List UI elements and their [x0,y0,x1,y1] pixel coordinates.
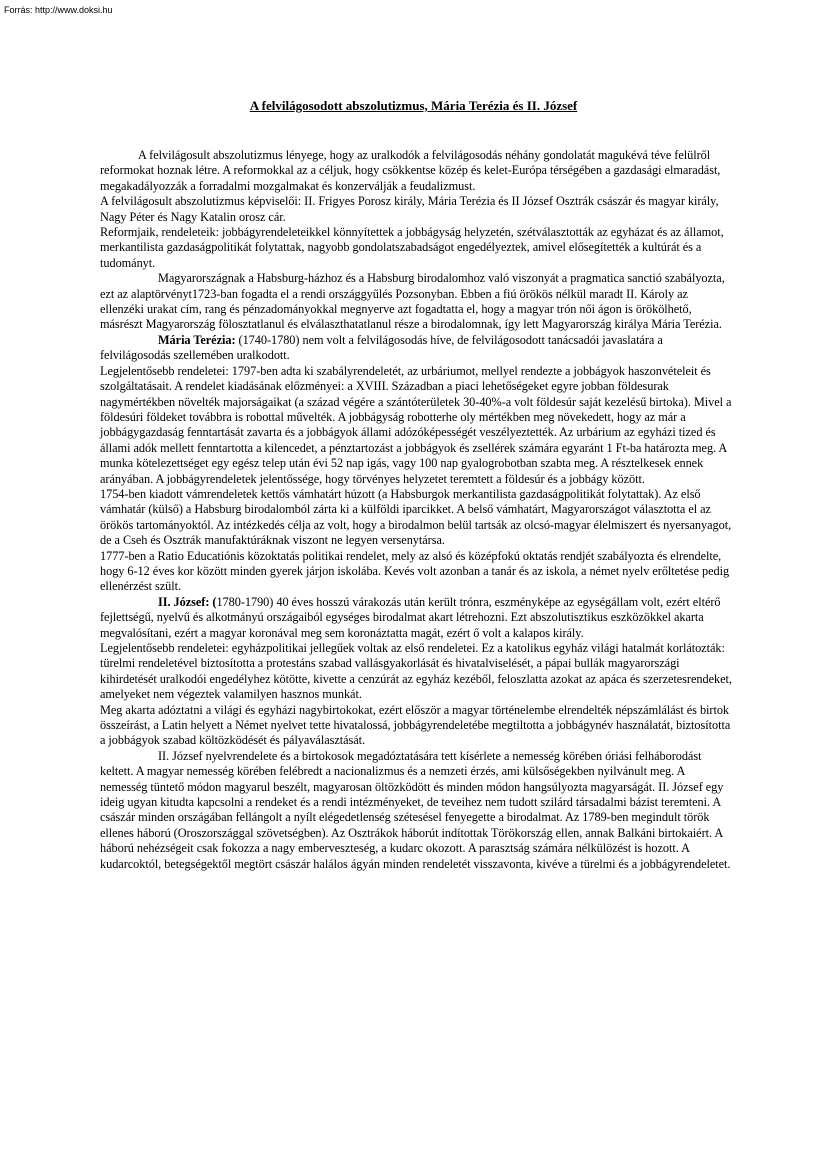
paragraph-maria-terezia-text: (1740-1780) nem volt a felvilágosodás híve, de felvilágosodott tanácsadói javaslatára a felvilágosodás szellemében uralkodott. [100,332,663,363]
paragraph-urbarium: Legjelentősebb rendeletei: 1797-ben adta ki szabályrendeletét, az urbáriumot, mellyel rendezte a jobbágyok haszonvételeit és szolgáltatásait. A rendelet kiadásának előzményei: a XVIII. Században a piaci lehetőségeket egyre jobban földesurak nagymértékben növelték majorságaikat (a század végére a szántóterületek 30-40%-a volt földesúr saját kezelésű birtoka). Mivel a földesúri földeket továbbra is robottal művelték. A jobbágyság robotterhe oly mértékben meg növekedett, hogy az már a jobbágygazdaság fenntartását zavarta és a jobbágyok állami adózóképességét veszélyeztették. Az urbárium az egyházi tized és állami adók mellett fenntartotta a kilencedet, a pénztartozást a jobbágyok és zsellérek számára egyaránt 1 Ft-ba határozta meg. A munka kötelezettséget egy egész telep után évi 52 nap igás, vagy 100 nap gyalogrobotban szabta meg. A résztelkesek ennek arányában. A jobbágyrendeletek jelentőssége, hogy törvényes helyzetet teremtett a földesúr és a jobbágy között. [100,363,732,486]
document-body [100,148,732,872]
paragraph-intro: A felvilágosult abszolutizmus lényege, hogy az uralkodók a felvilágosodás néhány gondolatát magukévá téve felülről reformokat hoznak létre. A reformokkal az a céljuk, hogy csökkentse közép és kelet-Európa térségében a gazdasági elmaradást, megakadályozzák a forradalmi mozgalmakat és konzerválják a feudalizmust. [100,148,721,193]
paragraph-vamrendelet: 1754-ben kiadott vámrendeletek kettős vámhatárt húzott (a Habsburgok merkantilista gazdaságpolitikát folytattak). Az első vámhatár (külső) a Habsburg birodalomból zárta ki a külföldi iparcikket. A belső vámhatárt, Magyarországot választotta el az örökös tartományoktól. Az intézkedés célja az volt, hogy a birodalmon belül tartsák az olcsó-magyar élelmiszert és nyersanyagot, de a Cseh és Osztrák manufaktúráknak viszont ne legyen versenytársa. [100,486,732,548]
heading-maria-terezia: Mária Terézia: [158,332,236,347]
paragraph-egyhazpolitika: Legjelentősebb rendeletei: egyházpolitikai jellegűek voltak az első rendeletei. Ez a katolikus egyház világi hatalmát korlátozták: türelmi rendeletével biztosította a protestáns szabad vallásgyakorlását és hivatalviselését, a pápai bullák magyarországi kihirdetését uralkodói engedélyhez kötötte, kivette a cenzúrát az egyház kezéből, feloszlatta azokat az apáca és szerzetesrendeket, amelyeket nem végeztek valamilyen hasznos munkát. [100,641,732,702]
paragraph-pragmatica-sanctio: Magyarországnak a Habsburg-házhoz és a Habsburg birodalomhoz való viszonyát a pragmatica sanctió szabályozta, ezt az alaptörvényt1723-ban fogadta el a rendi országgyűlés Pozsonyban. Ebben a fiú örökös nélkül maradt II. Károly az ellenzéki urakat cím, rang és pénzadományokkal megnyerve azt fogadtatta el, hogy a magyar trón női ágon is örökölhető, másrészt Magyarország fölosztatlanul és elválaszthatatlanul része a birodalomnak, így lett Magyarország királya Mária Terézia. [100,271,725,332]
paragraph-representatives: A felvilágosult abszolutizmus képviselői: II. Frigyes Porosz király, Mária Terézia és II József Osztrák császár és magyar király, Nagy Péter és Nagy Katalin orosz cár. [100,194,719,224]
paragraph-ii-jozsef-text: 1780-1790) 40 éves hosszú várakozás után került trónra, eszményképe az egységállam volt, ezért eltérő fejlettségű, nyelvű és alkotmányú országaiból egységes birodalmat akart létrehozni. Ezt abszolutisztikus eszközökkel akarta megvalósítani, ezért a magyar koronával meg sem koronáztatta magát, ezért ő volt a kalapos király. [100,594,721,640]
paragraph-nyelvrendelet: II. József nyelvrendelete és a birtokosok megadóztatására tett kísérlete a nemesség körében óriási felháborodást keltett. A magyar nemesség körében felébredt a nacionalizmus és a nemzeti érzés, ami külsőségekben nyilvánult meg. A nemesség tüntető módon magyarul beszélt, magyarosan öltözködött és minden módon hangsúlyozta magyarságát. II. József egy ideig ugyan kitudta kapcsolni a rendeket és a rendi intézményeket, de teveihez nem tudott szilárd társadalmi bázist teremteni. A császár minden országában fellángolt a nyílt elégedetlenség szétesésel fenyegette a birodalmat. Az 1789-ben megindult török ellenes háború (Oroszországgal szövetségben). Az Osztrákok háborút indítottak Törökország ellen, annak Balkáni birtokaiért. A háború nehézségeit csak fokozza a nagy emberveszteség, a kudarc okozott. A parasztság számára nélkülözést is hozott. A kudarcoktól, betegségektől megtört császár halálos ágyán minden rendeletét visszavonta, kivéve a türelmi és a jobbágyrendeletet. [100,748,731,871]
paragraph-adoztatas: Meg akarta adóztatni a világi és egyházi nagybirtokokat, ezért először a magyar történelembe elrendelték népszámlálást és birtok összeírást, a Latin helyett a Német nyelvet tette hivatalossá, jobbágyrendeletébe megtiltotta a jobbágynév használatát, biztosította a jobbágyok szabad költözködését és pályaválasztását. [100,702,731,748]
heading-ii-jozsef: II. József: ( [158,594,217,609]
paragraph-ii-jozsef [100,595,732,641]
source-label: Forrás: http://www.doksi.hu [4,5,113,15]
paragraph-maria-terezia [100,333,732,364]
paragraph-reforms: Reformjaik, rendeleteik: jobbágyrendeleteikkel könnyítettek a jobbágyság helyzetén, szétválasztották az egyházat és az államot, merkantilista gazdaságpolitikát folytattak, nagyobb gondolatszabadságot engedélyeztek, amivel elősegítették a kultúrát és a tudományt. [100,225,724,270]
paragraph-ratio-educationis: 1777-ben a Ratio Educatiónis közoktatás politikai rendelet, mely az alsó és középfokú oktatás rendjét szabályozta és elrendelte, hogy 6-12 éves kor között minden gyerek járjon iskolába. Kevés volt azonban a tanár és az iskola, a német nyelv erőltetése pedig ellenérzést szült. [100,548,730,594]
page-title: A felvilágosodott abszolutizmus, Mária Terézia és II. József [249,98,578,113]
